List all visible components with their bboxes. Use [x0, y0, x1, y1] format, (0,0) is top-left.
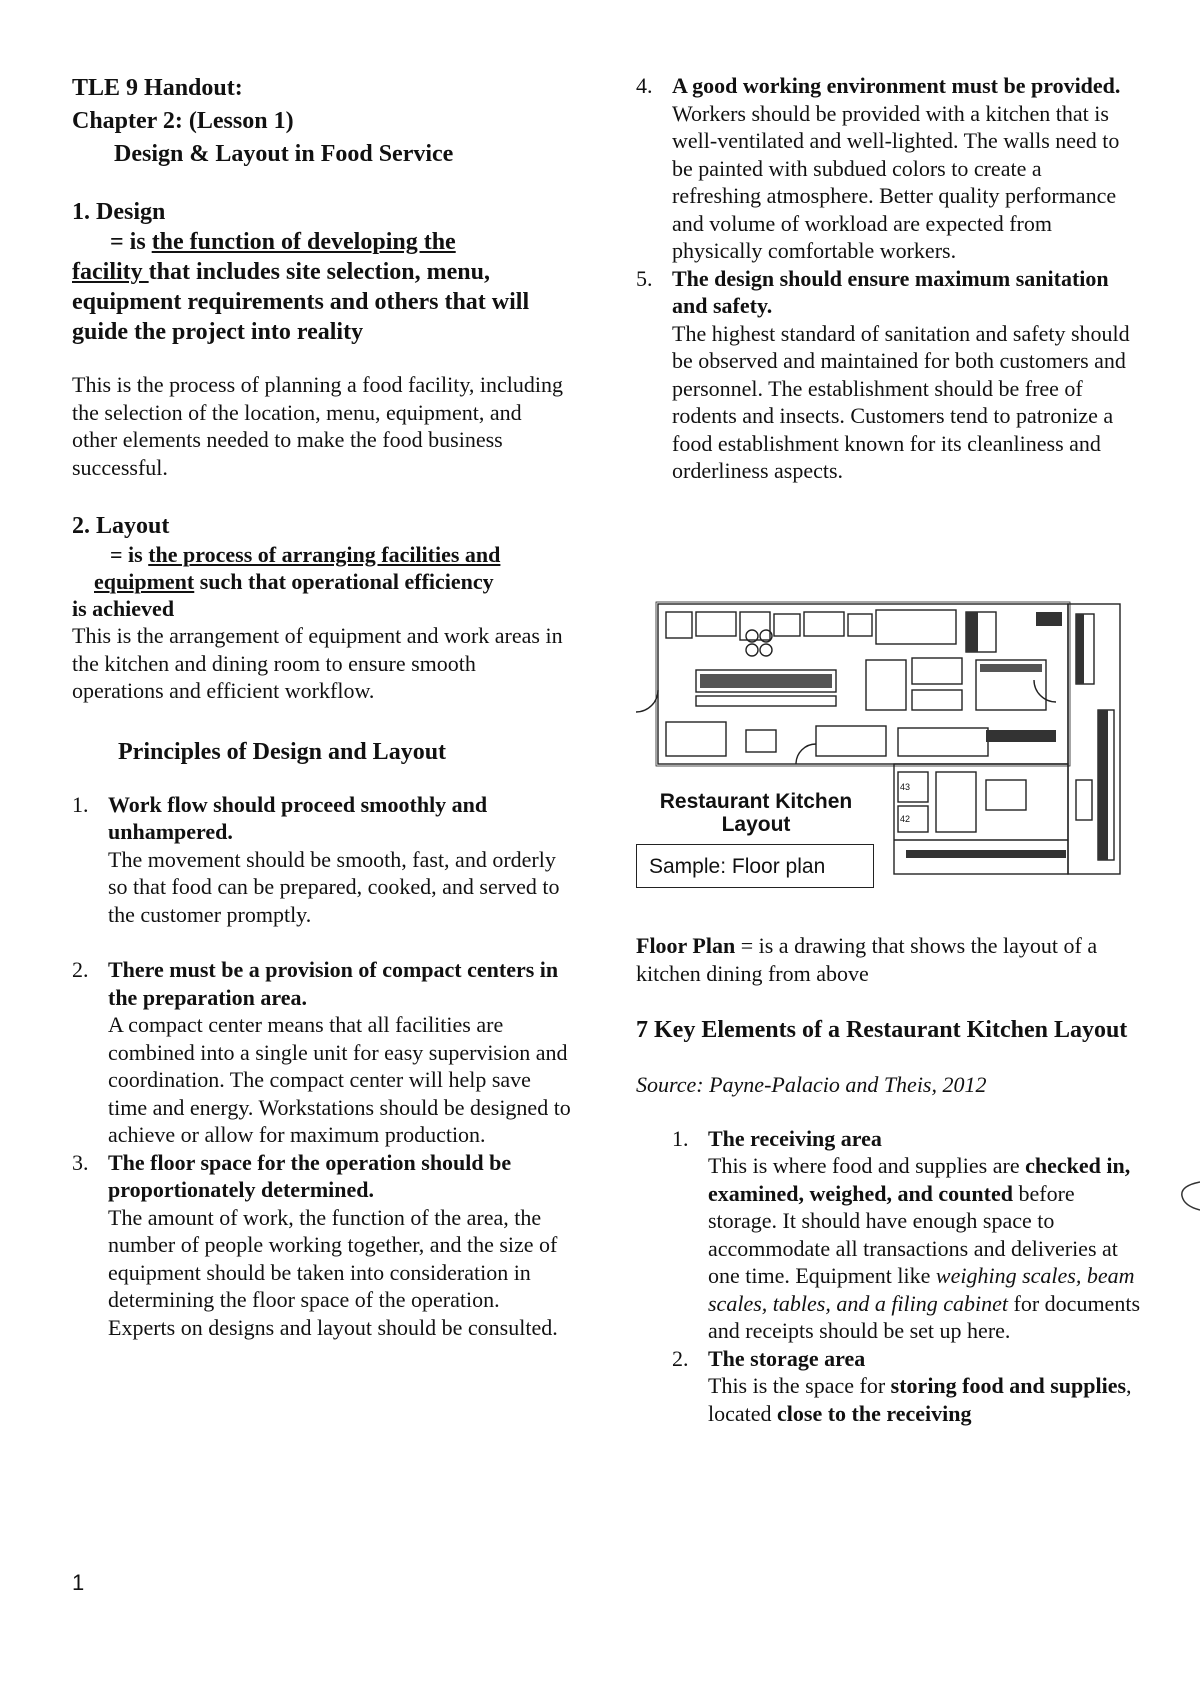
key-elements-source: Source: Payne-Palacio and Theis, 2012 — [636, 1072, 987, 1097]
floor-plan-title: Restaurant Kitchen Layout — [646, 790, 866, 836]
list-item: 3. The floor space for the operation should be proportionately determined. The amount of work, the function of the area, the number of people working together, and the size of equipment should be taken into consideration in determining the floor space of the operation. Experts on designs and layout should be consulted. — [72, 1149, 558, 1340]
list-item: 2. There must be a provision of compact centers in the preparation area. A compact center means that all facilities are combined into a single unit for easy supervision and coordination. The compact center will help save time and energy. Workstations should be designed to achieve or allow for maximum production. — [72, 957, 571, 1147]
principles-list-right — [636, 72, 1136, 485]
svg-text:43: 43 — [900, 782, 911, 792]
list-item: 4. A good working environment must be provided. Workers should be provided with a kitchen that is well-ventilated and well-lighted. The walls need to be painted with subdued colors to create a refreshing atmosphere. Better quality performance and volume of workload are expected from physically comfortable workers. — [636, 73, 1121, 263]
right-column — [636, 72, 1136, 485]
margin-mark-icon — [1178, 1180, 1200, 1212]
floor-plan-definition: Floor Plan = is a drawing that shows the layout of a kitchen dining from above — [636, 933, 1098, 986]
svg-text:42: 42 — [900, 814, 911, 824]
list-item: 1. Work flow should proceed smoothly and unhampered. The movement should be smooth, fast, and orderly so that food can be prepared, cooked, and served to the customer promptly. — [72, 791, 560, 927]
design-paragraph: This is the process of planning a food facility, including the selection of the location, menu, equipment, and other elements needed to make the food business successful. — [72, 372, 564, 480]
right-column-lower — [636, 932, 1146, 1427]
principles-list-left — [72, 791, 572, 1342]
list-item: 2. The storage area This is the space for storing food and supplies, located close to the receiving — [672, 1345, 1132, 1426]
layout-definition: = is the process of arranging facilities and equipment such that operational efficiency is achieved — [72, 542, 501, 621]
list-item: 1. The receiving area This is where food and supplies are checked in, examined, weighed, and counted before storage. It should have enough space to accommodate all transactions and deliveries at one time. Equipment like weighing scales, beam scales, tables, and a filing cabinet for documents and receipts should be set up here. — [672, 1125, 1140, 1343]
design-definition: = is the function of developing the facility that includes site selection, menu, equipment requirements and others that will guide the project into reality — [72, 229, 530, 345]
lesson-title: Design & Layout in Food Service — [114, 141, 454, 167]
page-number: 1 — [72, 1570, 85, 1595]
left-column — [72, 72, 572, 1341]
handout-title: TLE 9 Handout: — [72, 75, 243, 101]
key-elements-heading: 7 Key Elements of a Restaurant Kitchen Layout — [636, 1017, 1128, 1043]
layout-paragraph: This is the arrangement of equipment and work areas in the kitchen and dining room to ensure smooth operations and efficient workflow. — [72, 623, 563, 703]
chapter-title: Chapter 2: (Lesson 1) — [72, 108, 294, 134]
design-heading: 1. Design — [72, 199, 166, 225]
floor-plan-caption-box: Sample: Floor plan — [636, 844, 874, 888]
key-elements-list — [636, 1125, 1146, 1428]
floor-plan-figure — [636, 600, 1126, 876]
list-item: 5. The design should ensure maximum sanitation and safety. The highest standard of sanitation and safety should be observed and maintained for both customers and personnel. The establishment should be free of rodents and insects. Customers tend to patronize a food establishment known for its cleanliness and orderliness aspects. — [636, 265, 1130, 483]
layout-heading: 2. Layout — [72, 513, 170, 539]
principles-heading: Principles of Design and Layout — [118, 738, 447, 765]
